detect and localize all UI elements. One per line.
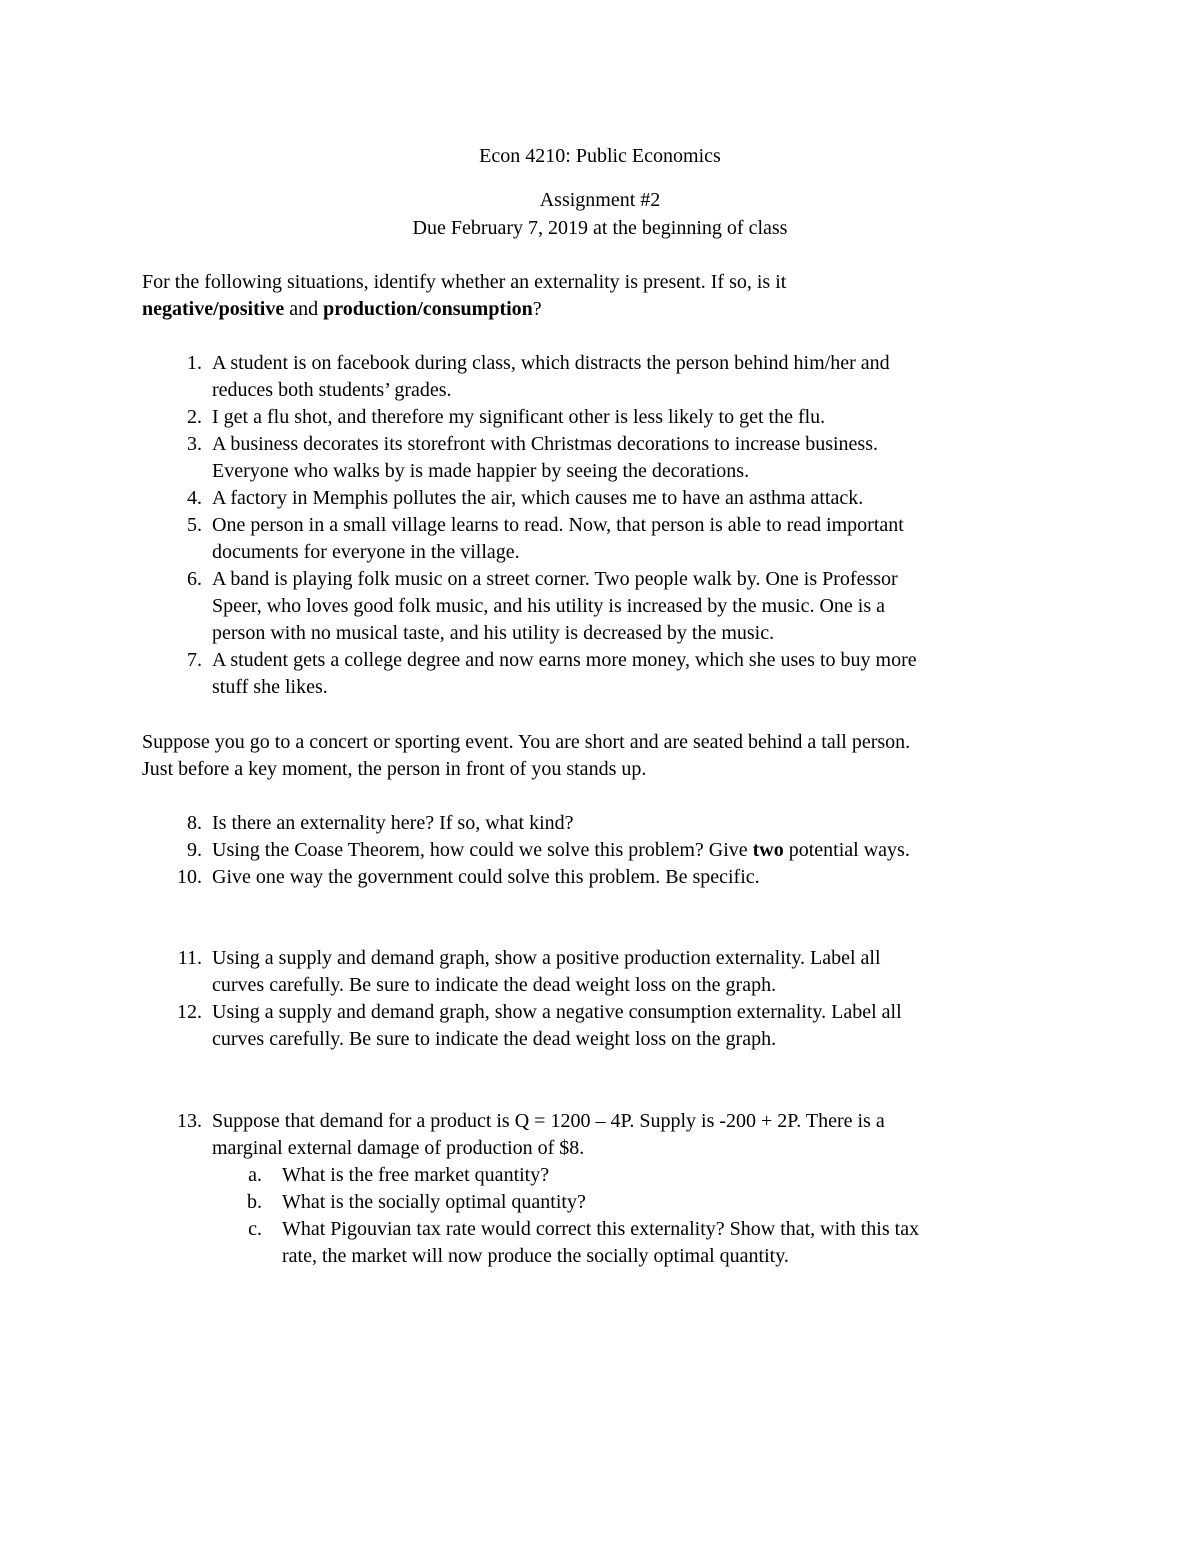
intro-line-2 — [142, 296, 1082, 323]
sub-question-letter: a. — [248, 1164, 262, 1186]
question-line: Using a supply and demand graph, show a negative consumption externality. Label all — [212, 1001, 902, 1023]
question-line: A student gets a college degree and now earns more money, which she uses to buy more — [212, 649, 917, 671]
assignment-title: Assignment #2 — [539, 189, 661, 211]
question-line: Suppose that demand for a product is Q = 1200 – 4P. Supply is -200 + 2P. There is a — [212, 1110, 885, 1132]
question-line — [212, 837, 1072, 864]
question-number: 9. — [187, 839, 202, 861]
question-number: 7. — [187, 649, 202, 671]
question-line: marginal external damage of production of $8. — [212, 1137, 585, 1159]
question-9-pre: Using the Coase Theorem, how could we solve this problem? Give — [212, 839, 753, 861]
question-line: stuff she likes. — [212, 676, 328, 698]
question-9-bold-two: two — [752, 839, 784, 861]
question-number: 4. — [187, 487, 202, 509]
question-number: 3. — [187, 433, 202, 455]
due-date: Due February 7, 2019 at the beginning of class — [412, 217, 788, 239]
intro-line-1: For the following situations, identify whether an externality is present. If so, is it — [142, 271, 787, 293]
question-line: Using a supply and demand graph, show a positive production externality. Label all — [212, 947, 881, 969]
question-line: A student is on facebook during class, which distracts the person behind him/her and — [212, 352, 890, 374]
question-line: curves carefully. Be sure to indicate the dead weight loss on the graph. — [212, 1028, 777, 1050]
course-title: Econ 4210: Public Economics — [479, 145, 721, 167]
sub-question-line: What is the socially optimal quantity? — [282, 1191, 586, 1213]
sub-question-line: rate, the market will now produce the socially optimal quantity. — [282, 1245, 789, 1267]
question-line: A factory in Memphis pollutes the air, which causes me to have an asthma attack. — [212, 487, 864, 509]
intro-bold-negative-positive: negative/positive — [142, 298, 285, 320]
question-line: A business decorates its storefront with Christmas decorations to increase business. — [212, 433, 878, 455]
question-number: 8. — [187, 812, 202, 834]
question-line: person with no musical taste, and his utility is decreased by the music. — [212, 622, 775, 644]
scenario-line-2: Just before a key moment, the person in front of you stands up. — [142, 758, 647, 780]
question-line: reduces both students’ grades. — [212, 379, 452, 401]
question-number: 1. — [187, 352, 202, 374]
sub-question-line: What Pigouvian tax rate would correct this externality? Show that, with this tax — [282, 1218, 920, 1240]
scenario-line-1: Suppose you go to a concert or sporting event. You are short and are seated behind a tall person. — [142, 731, 911, 753]
question-line: I get a flu shot, and therefore my significant other is less likely to get the flu. — [212, 406, 826, 428]
sub-question-letter: c. — [248, 1218, 262, 1240]
question-line: One person in a small village learns to read. Now, that person is able to read important — [212, 514, 904, 536]
question-line: documents for everyone in the village. — [212, 541, 520, 563]
question-number: 11. — [177, 947, 202, 969]
intro-question-mark: ? — [532, 298, 542, 320]
question-line: A band is playing folk music on a street corner. Two people walk by. One is Professor — [212, 568, 898, 590]
sub-question-line: What is the free market quantity? — [282, 1164, 550, 1186]
question-number: 10. — [177, 866, 202, 888]
sub-question-letter: b. — [247, 1191, 262, 1213]
question-line: Give one way the government could solve this problem. Be specific. — [212, 866, 760, 888]
intro-bold-production-consumption: production/consumption — [323, 298, 533, 320]
question-number: 13. — [177, 1110, 202, 1132]
intro-and: and — [284, 298, 324, 320]
question-line: Everyone who walks by is made happier by seeing the decorations. — [212, 460, 750, 482]
question-line: curves carefully. Be sure to indicate the dead weight loss on the graph. — [212, 974, 777, 996]
question-number: 5. — [187, 514, 202, 536]
question-number: 6. — [187, 568, 202, 590]
question-number: 2. — [187, 406, 202, 428]
question-line: Is there an externality here? If so, what kind? — [212, 812, 574, 834]
question-line: Speer, who loves good folk music, and his utility is increased by the music. One is a — [212, 595, 885, 617]
question-9-post: potential ways. — [783, 839, 910, 861]
question-number: 12. — [177, 1001, 202, 1023]
